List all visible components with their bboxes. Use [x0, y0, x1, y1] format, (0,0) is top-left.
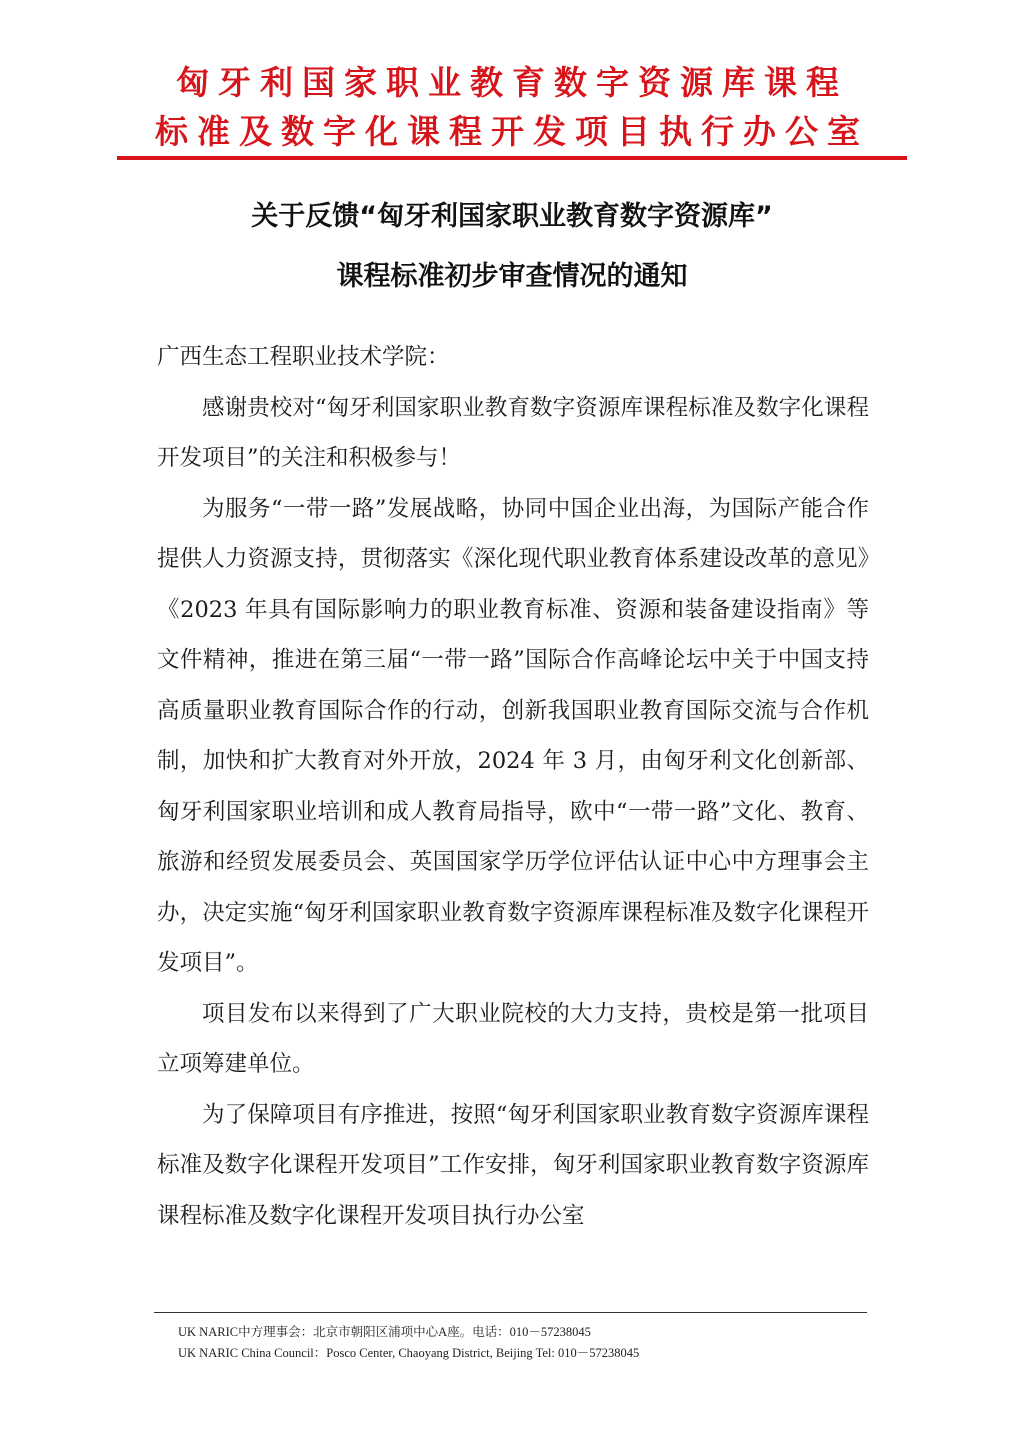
document-title	[0, 187, 1024, 307]
document-body	[157, 332, 869, 1241]
body-paragraph: 感谢贵校对“匈牙利国家职业教育数字资源库课程标准及数字化课程开发项目”的关注和积极参与！	[157, 394, 869, 471]
footer-divider	[154, 1312, 867, 1313]
salutation: 广西生态工程职业技术学院：	[157, 344, 450, 370]
body-paragraph: 项目发布以来得到了广大职业院校的大力支持，贵校是第一批项目立项筹建单位。	[157, 1000, 869, 1077]
document-title-line-2: 课程标准初步审查情况的通知	[336, 261, 688, 292]
footer-address-en: UK NARIC China Council：Posco Center, Chaoyang District, Beijing Tel: 010－57238045	[178, 1346, 640, 1360]
footer	[178, 1322, 639, 1364]
footer-address-cn: UK NARIC中方理事会：北京市朝阳区浦项中心A座。电话：010－57238045	[178, 1325, 591, 1339]
letterhead-line-2: 标准及数字化课程开发项目执行办公室	[155, 112, 869, 151]
letterhead	[0, 58, 1024, 156]
document-title-line-1: 关于反馈“匈牙利国家职业教育数字资源库”	[251, 201, 773, 232]
body-paragraph: 为了保障项目有序推进，按照“匈牙利国家职业教育数字资源库课程标准及数字化课程开发项目”工作安排，匈牙利国家职业教育数字资源库课程标准及数字化课程开发项目执行办公室	[157, 1101, 869, 1229]
letterhead-line-1: 匈牙利国家职业教育数字资源库课程	[176, 63, 848, 102]
body-paragraph: 为服务“一带一路”发展战略，协同中国企业出海，为国际产能合作提供人力资源支持，贯彻落实《深化现代职业教育体系建设改革的意见》《2023 年具有国际影响力的职业教育标准、资源和装备建设指南》等文件精神，推进在第三届“一带一路”国际合作高峰论坛中关于中国支持高质量职业教育国际合作的行动，创新我国职业教育国际交流与合作机制，加快和扩大教育对外开放，2024 年 3 月，由匈牙利文化创新部、匈牙利国家职业培训和成人教育局指导，欧中“一带一路”文化、教育、旅游和经贸发展委员会、英国国家学历学位评估认证中心中方理事会主办，决定实施“匈牙利国家职业教育数字资源库课程标准及数字化课程开发项目”。	[157, 495, 869, 976]
letterhead-divider	[117, 156, 907, 160]
